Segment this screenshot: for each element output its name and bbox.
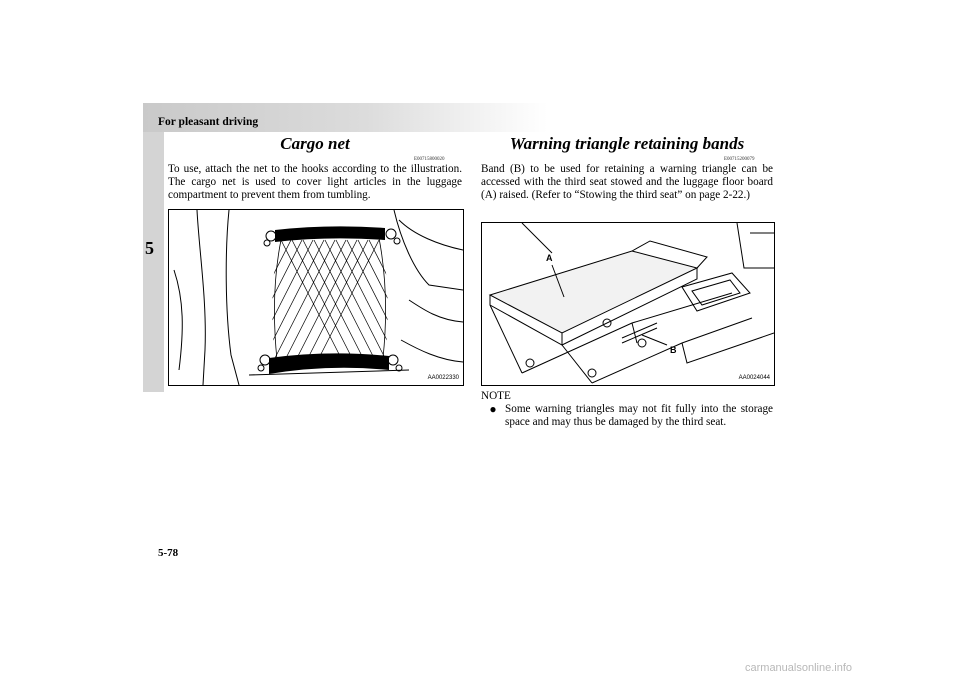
note-heading: NOTE xyxy=(481,390,511,402)
warning-triangle-title: Warning triangle retaining bands xyxy=(509,134,745,153)
cargo-net-figure-code: AA0022330 xyxy=(427,375,459,381)
warning-triangle-code: E00715200079 xyxy=(724,157,755,162)
luggage-floor-drawing xyxy=(482,223,774,385)
cargo-net-drawing xyxy=(169,210,463,385)
note-text: Some warning triangles may not fit fully into the storage space and may thus be damaged by the third seat. xyxy=(505,403,773,429)
chapter-number: 5 xyxy=(145,238,154,258)
page-number: 5-78 xyxy=(158,547,179,559)
watermark[interactable]: carmanualsonline.info xyxy=(745,662,853,674)
chapter-tab xyxy=(143,132,164,392)
cargo-net-illustration xyxy=(168,209,464,386)
cargo-net-code: E00715800020 xyxy=(414,157,445,162)
section-header: For pleasant driving xyxy=(158,116,259,128)
cargo-net-title: Cargo net xyxy=(280,134,350,153)
cargo-net-paragraph: To use, attach the net to the hooks according to the illustration. The cargo net is used to cover light articles in the luggage compartment to prevent them from tumbling. xyxy=(168,163,462,202)
label-b: B xyxy=(670,345,677,355)
warning-triangle-illustration xyxy=(481,222,775,386)
note-item xyxy=(481,403,773,429)
bullet-icon: ● xyxy=(489,402,497,416)
label-a: A xyxy=(546,253,553,263)
warning-triangle-paragraph: Band (B) to be used for retaining a warning triangle can be accessed with the third seat stowed and the luggage floor board (A) raised. (Refer to “Stowing the third seat” on page 2-22.) xyxy=(481,163,773,202)
warning-triangle-figure-code: AA0024044 xyxy=(738,375,770,381)
